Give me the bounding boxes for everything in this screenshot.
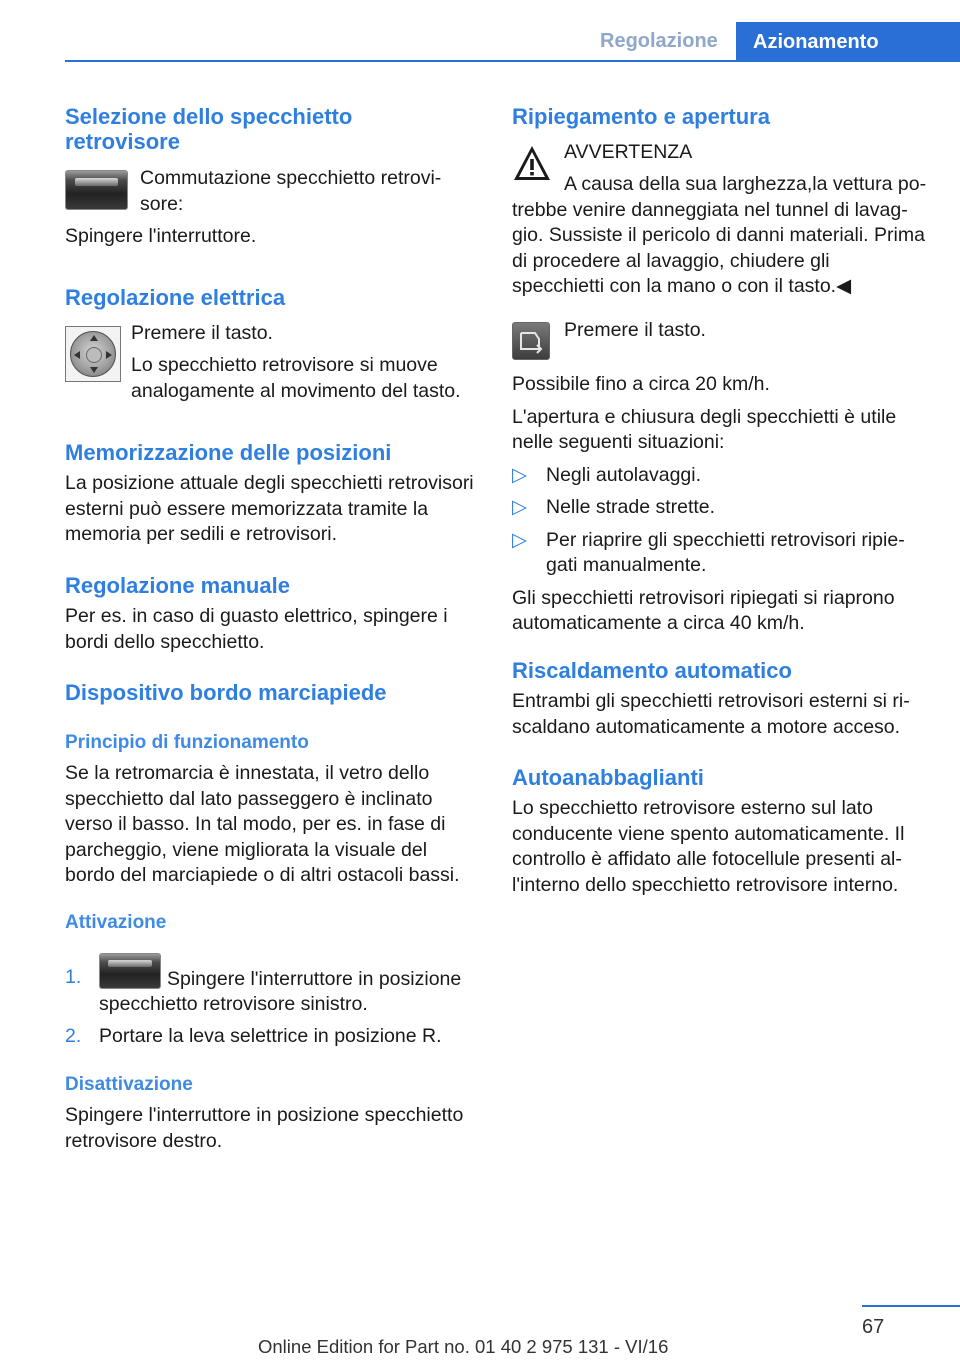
section-text: Per es. in caso di guasto elettrico, spingere i bordi dello specchietto. xyxy=(65,605,448,653)
list-item xyxy=(512,463,927,489)
list-item xyxy=(512,528,927,579)
press-button-text: Premere il tasto. xyxy=(564,319,706,341)
step-text: Spingere l'interruttore in posizione specchietto retrovisore sinistro. xyxy=(99,967,462,1015)
list-item xyxy=(512,495,927,521)
bullet-triangle-icon: ▷ xyxy=(512,496,527,518)
mirror-switch-icon xyxy=(99,953,161,989)
step-number: 1. xyxy=(65,965,82,988)
section-curb-mirror xyxy=(65,680,480,1154)
header-section: Regolazione xyxy=(600,30,718,52)
mirror-switch-icon xyxy=(65,170,128,210)
situations-list xyxy=(512,463,927,579)
switch-description: Commutazione specchietto retrovisore: xyxy=(140,167,442,215)
section-memory xyxy=(65,440,480,548)
warning-text: A causa della sua larghezza,la vettura potrebbe venire danneggiata nel tunnel di lavaggio. Sussiste il pericolo di danni materiali. Prima di procedere al lavaggio, chiudere gli specchietti con la mano o con il tasto.◀ xyxy=(512,173,927,297)
directional-pad-icon xyxy=(65,326,121,382)
section-title: Regolazione manuale xyxy=(65,573,290,598)
step-text: Portare la leva selettrice in posizione R. xyxy=(99,1024,442,1047)
section-manual-adjustment xyxy=(65,573,480,655)
list-item-text: Nelle strade strette. xyxy=(546,496,716,518)
section-title: Regolazione elettrica xyxy=(65,285,286,310)
bullet-triangle-icon: ▷ xyxy=(512,463,527,486)
section-auto-dimming xyxy=(512,765,927,898)
section-title: Riscaldamento automatico xyxy=(512,658,792,683)
deactivation-text: Spingere l'interruttore in posizione specchietto retrovisore destro. xyxy=(65,1104,464,1152)
list-item xyxy=(65,1024,480,1050)
activation-steps xyxy=(65,953,480,1050)
section-title: Ripiegamento e apertura xyxy=(512,104,770,129)
subsection-title: Attivazione xyxy=(65,911,167,933)
switch-instruction: Spingere l'interruttore. xyxy=(65,225,257,247)
page-number: 67 xyxy=(862,1316,885,1338)
mirror-moves-text: Lo specchietto retrovisore si muove analogamente al movimento del tasto. xyxy=(131,354,461,402)
fold-details xyxy=(512,372,927,637)
section-title: Memorizzazione delle posizioni xyxy=(65,440,392,465)
section-title: Selezione dello specchietto retrovisore xyxy=(65,104,353,154)
section-fold-unfold xyxy=(512,104,927,634)
subsection-title: Disattivazione xyxy=(65,1074,193,1095)
section-title: Autoanabbaglianti xyxy=(512,765,704,790)
header-rule xyxy=(65,60,960,62)
footer-rule xyxy=(862,1305,960,1307)
section-text: Lo specchietto retrovisore esterno sul lato conducente viene spento automaticamente. Il controllo è affidato alle fotocellule presenti all'interno dello specchietto retrovisore interno. xyxy=(512,797,905,896)
section-title: Dispositivo bordo marciapiede xyxy=(65,680,387,705)
mirror-fold-button-icon xyxy=(512,322,550,360)
subsection-title: Principio di funzionamento xyxy=(65,732,309,753)
header-chapter-tab: Azionamento xyxy=(736,22,960,62)
auto-reopen-text: Gli specchietti retrovisori ripiegati si riaprono automaticamente a circa 40 km/h. xyxy=(512,586,895,634)
warning-label: AVVERTENZA xyxy=(564,141,693,163)
function-principle-text: Se la retromarcia è innestata, il vetro dello specchietto dal lato passeggero è inclinato verso il basso. In tal modo, per es. in fase di parcheggio, viene migliorata la visuale del bordo del marciapiede o di altri ostacoli bassi. xyxy=(65,762,460,886)
section-text: La posizione attuale degli specchietti retrovisori esterni può essere memorizzata tramite la memoria per sedili e retrovisori. xyxy=(65,472,474,545)
online-edition-note: Online Edition for Part no. 01 40 2 975 131 - VI/16 xyxy=(258,1336,669,1357)
section-text: Entrambi gli specchietti retrovisori esterni si riscaldano automaticamente a motore acceso. xyxy=(512,690,910,738)
list-item-text: Negli autolavaggi. xyxy=(546,463,702,486)
list-item-text: Per riaprire gli specchietti retrovisori ripiegati manualmente. xyxy=(546,528,905,576)
speed-limit-text: Possibile fino a circa 20 km/h. xyxy=(512,373,770,395)
bullet-triangle-icon: ▷ xyxy=(512,528,527,551)
section-mirror-selection xyxy=(65,104,480,247)
press-button-text: Premere il tasto. xyxy=(131,322,273,344)
step-number: 2. xyxy=(65,1024,82,1047)
list-item xyxy=(65,953,480,1018)
section-auto-heating xyxy=(512,658,927,740)
useful-situations-text: L'apertura e chiusura degli specchietti è utile nelle seguenti situazioni: xyxy=(512,405,897,453)
section-electric-adjustment xyxy=(65,285,480,402)
